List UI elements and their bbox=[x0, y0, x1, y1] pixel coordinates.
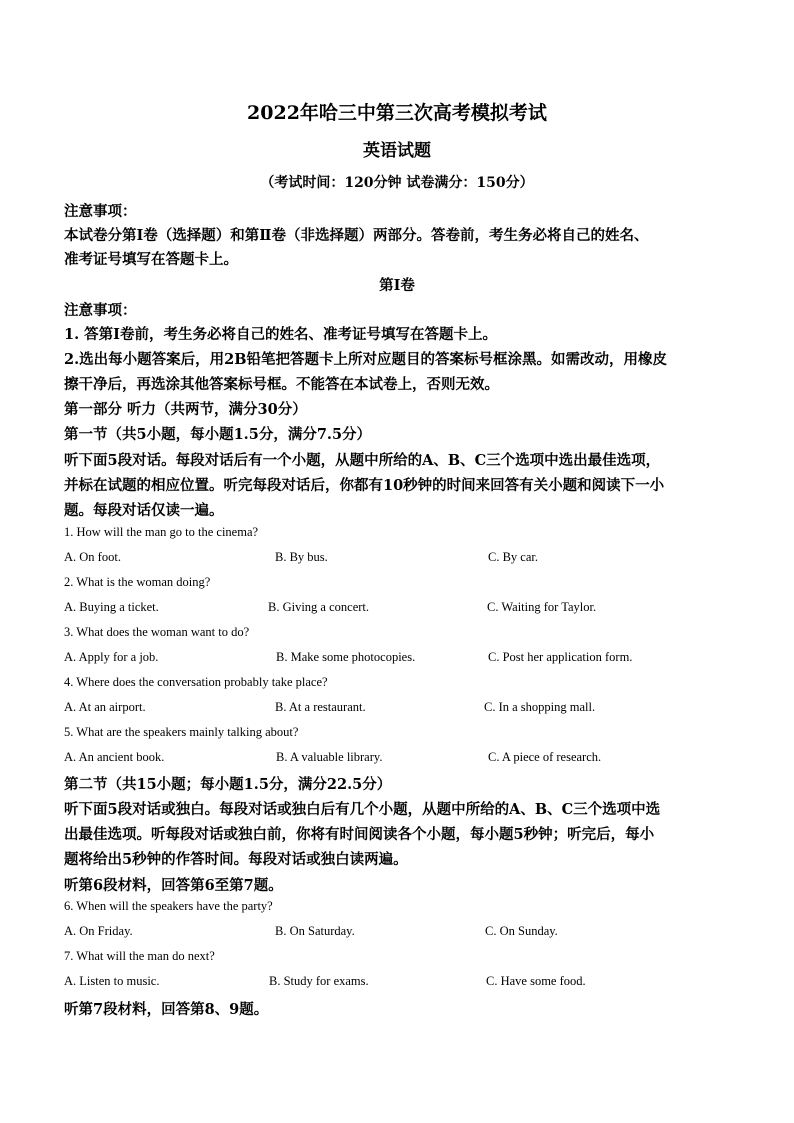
option-a: A. On foot. bbox=[64, 550, 121, 564]
volume-rule: 2.选出每小题答案后，用2B铅笔把答题卡上所对应题目的答案标号框涂黑。如需改动，用橡皮 bbox=[64, 351, 667, 368]
volume-notice-heading: 注意事项： bbox=[64, 302, 137, 319]
option-b: B. Study for exams. bbox=[269, 974, 369, 988]
option-b: B. By bus. bbox=[275, 550, 328, 564]
option-c: C. Post her application form. bbox=[488, 650, 633, 664]
question-text: 1. How will the man go to the cinema? bbox=[64, 525, 259, 539]
question-text: 4. Where does the conversation probably take place? bbox=[64, 675, 328, 689]
exam-info: （考试时间：120分钟 试卷满分：150分） bbox=[260, 175, 534, 191]
question-text: 6. When will the speakers have the party? bbox=[64, 899, 273, 913]
section-instruction: 出最佳选项。听每段对话或独白前，你将有时间阅读各个小题，每小题5秒钟；听完后，每小 bbox=[64, 826, 655, 843]
option-c: C. By car. bbox=[488, 550, 538, 564]
section-instruction: 题。每段对话仅读一遍。 bbox=[64, 502, 224, 519]
page-title: 2022年哈三中第三次高考模拟考试 bbox=[247, 102, 547, 124]
section-instruction: 题将给出5秒钟的作答时间。每段对话或独白读两遍。 bbox=[64, 851, 408, 868]
option-a: A. Apply for a job. bbox=[64, 650, 159, 664]
option-a: A. An ancient book. bbox=[64, 750, 165, 764]
question-text: 2. What is the woman doing? bbox=[64, 575, 211, 589]
option-a: A. At an airport. bbox=[64, 700, 146, 714]
option-c: C. In a shopping mall. bbox=[484, 700, 596, 714]
question-text: 3. What does the woman want to do? bbox=[64, 625, 250, 639]
intro-line: 本试卷分第Ⅰ卷（选择题）和第Ⅱ卷（非选择题）两部分。答卷前，考生务必将自己的姓名、 bbox=[64, 227, 649, 244]
option-b: B. Make some photocopies. bbox=[276, 650, 416, 664]
notice-heading: 注意事项： bbox=[64, 203, 137, 220]
intro-line: 准考证号填写在答题卡上。 bbox=[64, 251, 238, 268]
option-c: C. On Sunday. bbox=[485, 924, 558, 938]
section-instruction: 并标在试题的相应位置。听完每段对话后，你都有10秒钟的时间来回答有关小题和阅读下一小 bbox=[64, 477, 665, 494]
volume-rule: 1. 答第Ⅰ卷前，考生务必将自己的姓名、准考证号填写在答题卡上。 bbox=[64, 326, 497, 343]
option-b: B. Giving a concert. bbox=[268, 600, 370, 614]
page-subtitle: 英语试题 bbox=[363, 141, 431, 161]
option-c: C. A piece of research. bbox=[488, 750, 602, 764]
option-c: C. Waiting for Taylor. bbox=[487, 600, 597, 614]
option-b: B. At a restaurant. bbox=[275, 700, 366, 714]
section-heading: 第二节（共15小题；每小题1.5分，满分22.5分） bbox=[64, 776, 392, 793]
material-heading: 听第6段材料，回答第6至第7题。 bbox=[64, 877, 283, 894]
option-b: B. A valuable library. bbox=[276, 750, 383, 764]
option-a: A. Buying a ticket. bbox=[64, 600, 159, 614]
section-instruction: 听下面5段对话或独白。每段对话或独白后有几个小题，从题中所给的A、B、C三个选项中选 bbox=[64, 801, 661, 818]
section-heading: 第一节（共5小题，每小题1.5分，满分7.5分） bbox=[64, 426, 372, 443]
option-a: A. On Friday. bbox=[64, 924, 133, 938]
question-text: 7. What will the man do next? bbox=[64, 949, 215, 963]
option-c: C. Have some food. bbox=[486, 974, 586, 988]
material-heading: 听第7段材料，回答第8、9题。 bbox=[64, 1001, 269, 1018]
volume-rule: 擦干净后，再选涂其他答案标号框。不能答在本试卷上，否则无效。 bbox=[64, 376, 499, 393]
option-b: B. On Saturday. bbox=[275, 924, 355, 938]
part-heading: 第一部分 听力（共两节，满分30分） bbox=[64, 401, 307, 418]
question-text: 5. What are the speakers mainly talking about? bbox=[64, 725, 299, 739]
option-a: A. Listen to music. bbox=[64, 974, 160, 988]
volume-heading: 第Ⅰ卷 bbox=[379, 277, 415, 294]
section-instruction: 听下面5段对话。每段对话后有一个小题，从题中所给的A、B、C三个选项中选出最佳选项， bbox=[64, 452, 661, 469]
